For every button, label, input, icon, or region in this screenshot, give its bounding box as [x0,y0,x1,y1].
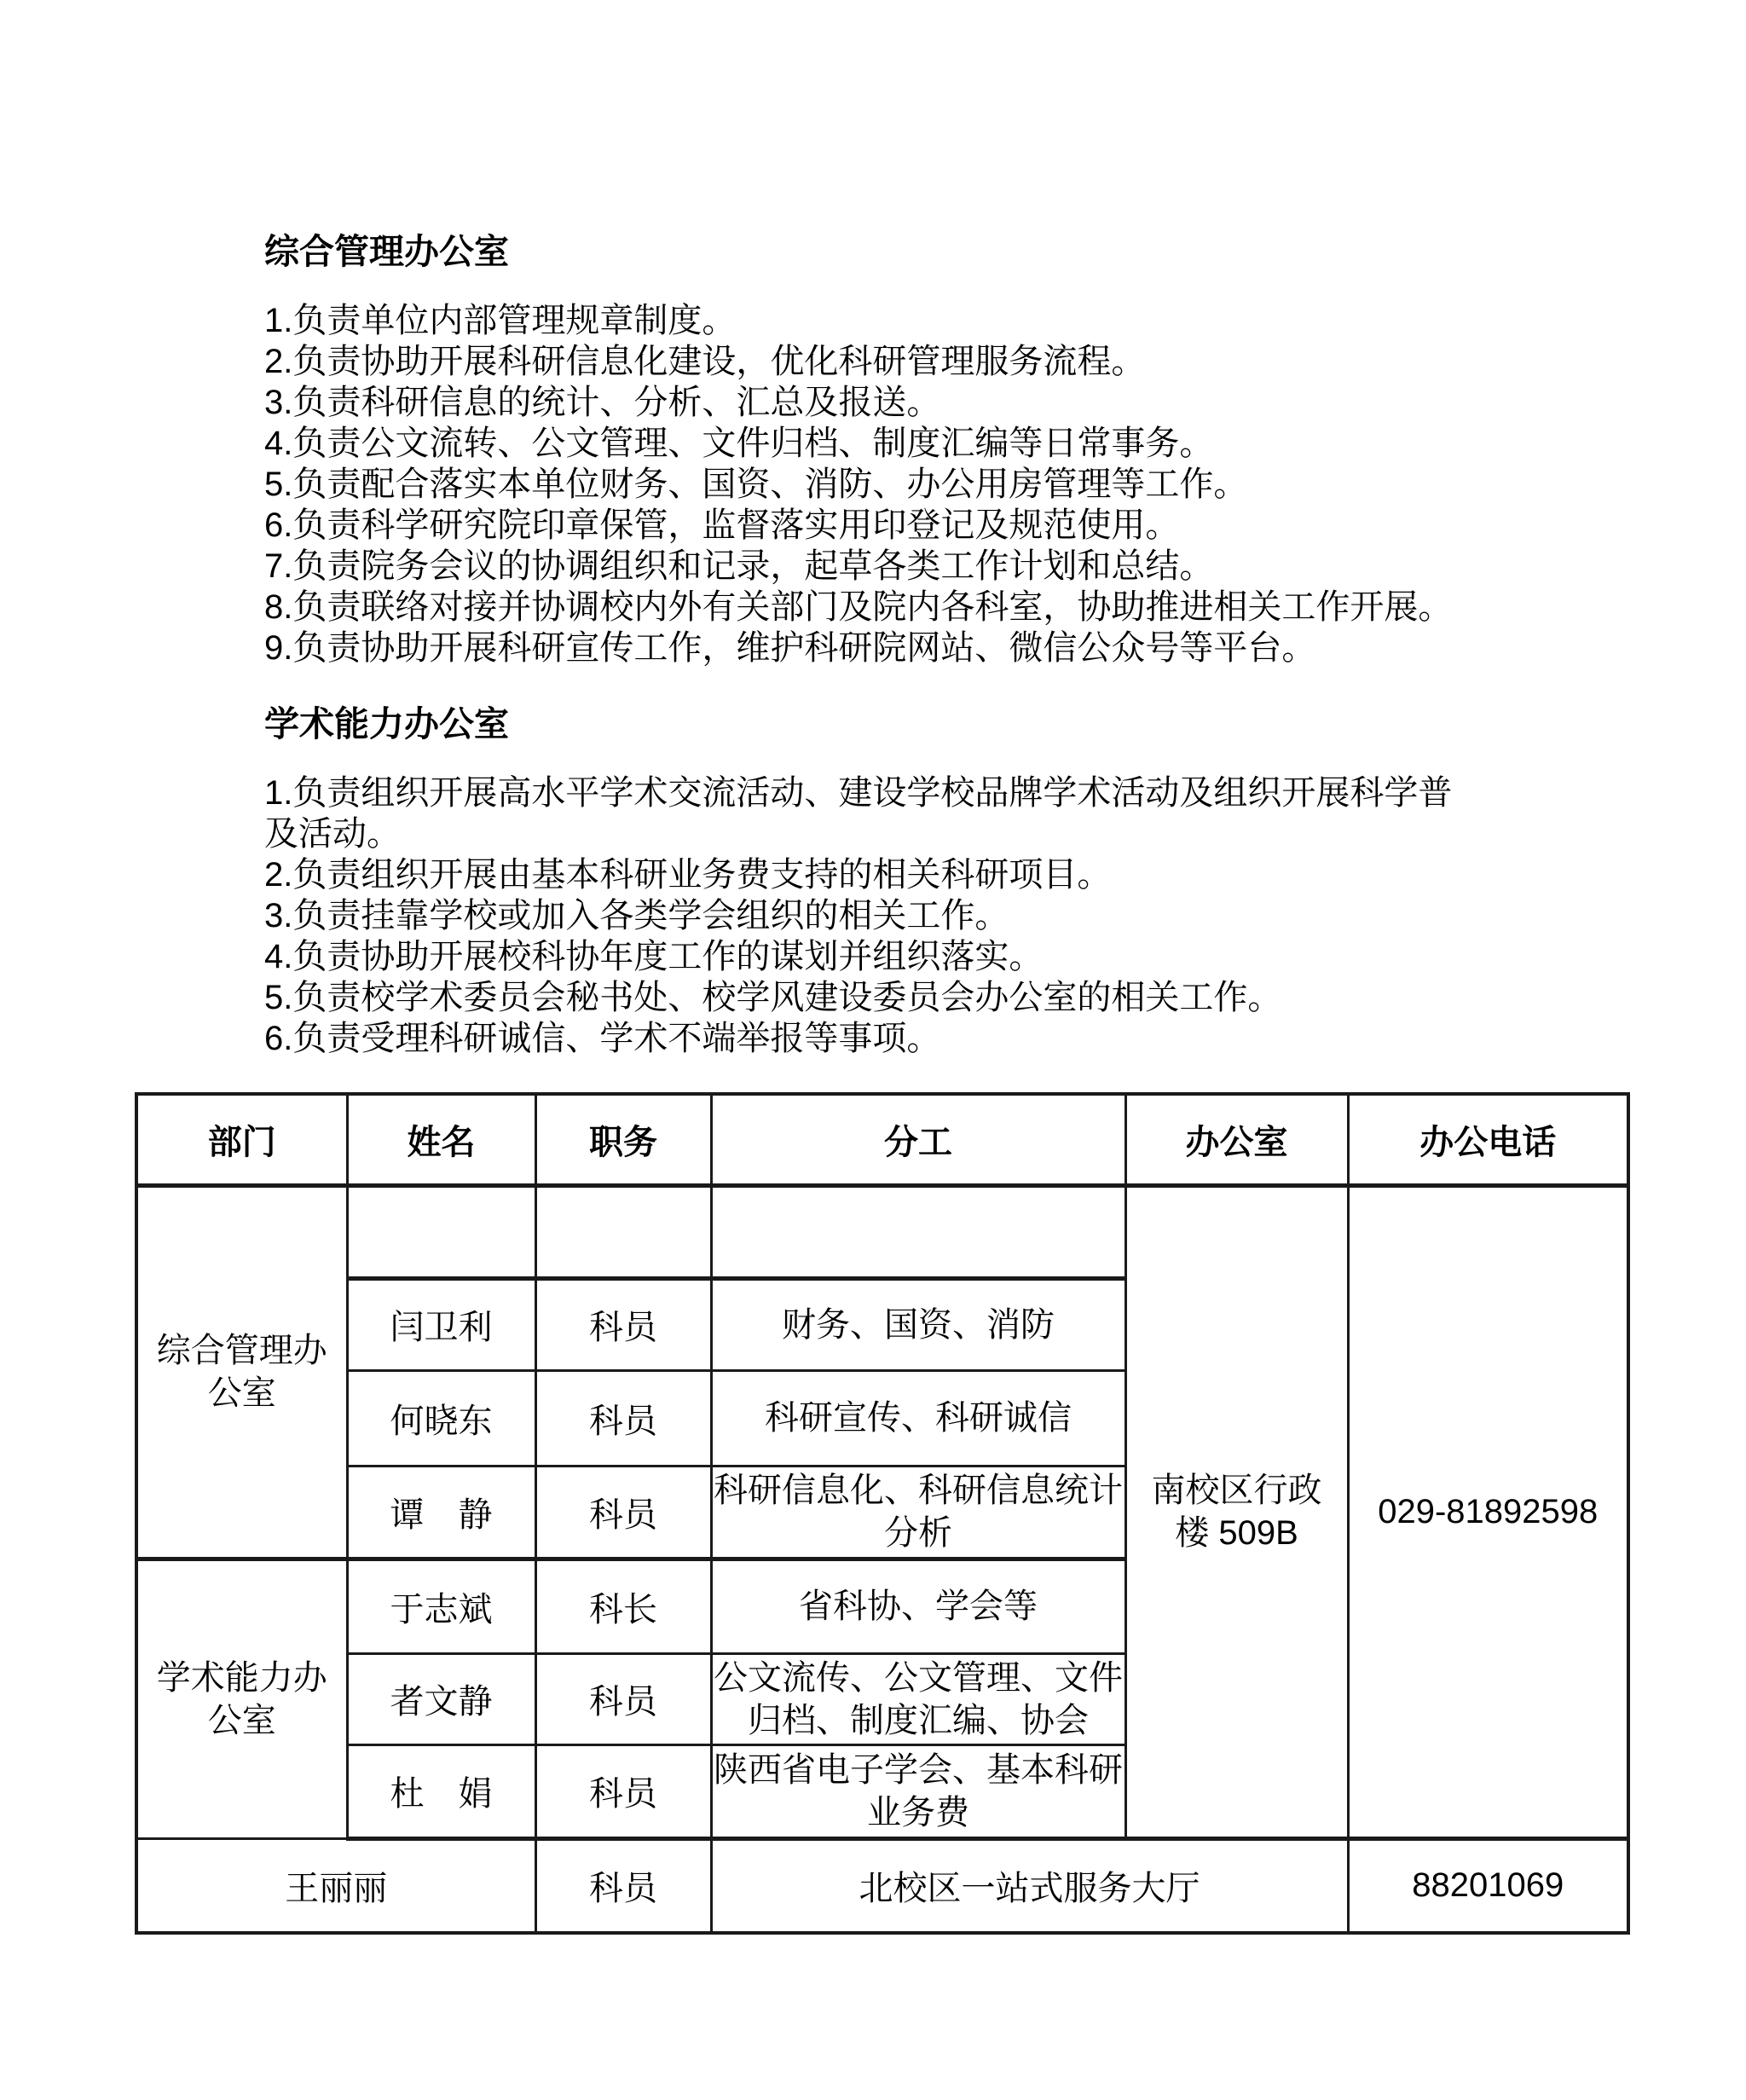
table-row [136,1185,1628,1278]
duty-item: 3.负责科研信息的统计、分析、汇总及报送。 [264,384,941,421]
staff-table [135,1092,1630,1935]
table-header-row [136,1094,1628,1185]
office-label: 南校区行政楼 509B [1151,1472,1322,1552]
staff-title-cell: 科员 [535,1466,711,1559]
duty-item: 6.负责科学研究院印章保管，监督落实用印登记及规范使用。 [264,506,1180,544]
duty-item: 5.负责配合落实本单位财务、国资、消防、办公用房管理等工作。 [264,466,1248,503]
department-cell [136,1185,347,1559]
duty-item: 7.负责院务会议的协调组织和记录，起草各类工作计划和总结。 [264,547,1214,585]
duty-item: 5.负责校学术委员会秘书处、校学风建设委员会办公室的相关工作。 [264,979,1282,1016]
duty-item: 3.负责挂靠学校或加入各类学会组织的相关工作。 [264,897,1009,934]
staff-duty-cell: 财务、国资、消防 [711,1278,1125,1370]
text-content [264,230,1475,1093]
duty-list-academic-office [264,772,1475,1059]
duty-item: 1.负责组织开展高水平学术交流活动、建设学校品牌学术活动及组织开展科学普及活动。 [264,774,1453,853]
header-cell-office: 办公室 [1125,1094,1348,1185]
staff-title-cell [535,1185,711,1278]
staff-title-cell: 科员 [535,1278,711,1370]
staff-duty-cell: 科研宣传、科研诚信 [711,1370,1125,1466]
department-label: 综合管理办公室 [156,1332,327,1412]
duty-item: 4.负责公文流转、公文管理、文件归档、制度汇编等日常事务。 [264,425,1214,462]
table-footer-row [136,1838,1628,1933]
staff-duty-cell: 公文流传、公文管理、文件归档、制度汇编、协会 [711,1653,1125,1744]
section-heading-general-office: 综合管理办公室 [264,232,509,271]
header-cell-name: 姓名 [347,1094,535,1185]
duty-item: 2.负责组织开展由基本科研业务费支持的相关科研项目。 [264,856,1112,894]
staff-duty-cell [711,1185,1125,1278]
duty-item: 9.负责协助开展科研宣传工作，维护科研院网站、微信公众号等平台。 [264,629,1316,667]
staff-duty-cell: 省科协、学会等 [711,1559,1125,1653]
office-phone-cell: 029-81892598 [1348,1185,1628,1838]
duty-item: 2.负责协助开展科研信息化建设，优化科研管理服务流程。 [264,343,1146,380]
header-cell-title: 职务 [535,1094,711,1185]
duty-list-general-office [264,300,1475,668]
staff-name-cell: 闫卫利 [347,1278,535,1370]
duty-item: 1.负责单位内部管理规章制度。 [264,302,737,339]
staff-title-cell: 科员 [535,1370,711,1466]
staff-duty-cell: 陕西省电子学会、基本科研业务费 [711,1744,1125,1838]
staff-name-cell: 王丽丽 [136,1838,535,1933]
staff-name-cell: 何晓东 [347,1370,535,1466]
duty-item: 8.负责联络对接并协调校内外有关部门及院内各科室，协助推进相关工作开展。 [264,588,1453,626]
header-cell-duty: 分工 [711,1094,1125,1185]
office-cell [1125,1185,1348,1838]
office-phone-cell: 88201069 [1348,1838,1628,1933]
header-cell-department: 部门 [136,1094,347,1185]
staff-name-cell [347,1185,535,1278]
staff-name-cell: 于志斌 [347,1559,535,1653]
staff-name-cell: 谭 静 [347,1466,535,1559]
department-cell [136,1559,347,1838]
staff-title-cell: 科员 [535,1744,711,1838]
header-cell-office-phone: 办公电话 [1348,1094,1628,1185]
staff-title-cell: 科员 [535,1653,711,1744]
department-label: 学术能力办公室 [156,1658,327,1739]
duty-item: 6.负责受理科研诚信、学术不端举报等事项。 [264,1020,941,1057]
staff-name-cell: 者文静 [347,1653,535,1744]
staff-duty-cell: 科研信息化、科研信息统计分析 [711,1466,1125,1559]
location-cell: 北校区一站式服务大厅 [711,1838,1348,1933]
section-heading-academic-office: 学术能力办公室 [264,704,509,743]
staff-name-cell: 杜 娟 [347,1744,535,1838]
duty-item: 4.负责协助开展校科协年度工作的谋划并组织落实。 [264,938,1044,975]
staff-title-cell: 科员 [535,1838,711,1933]
staff-title-cell: 科长 [535,1559,711,1653]
